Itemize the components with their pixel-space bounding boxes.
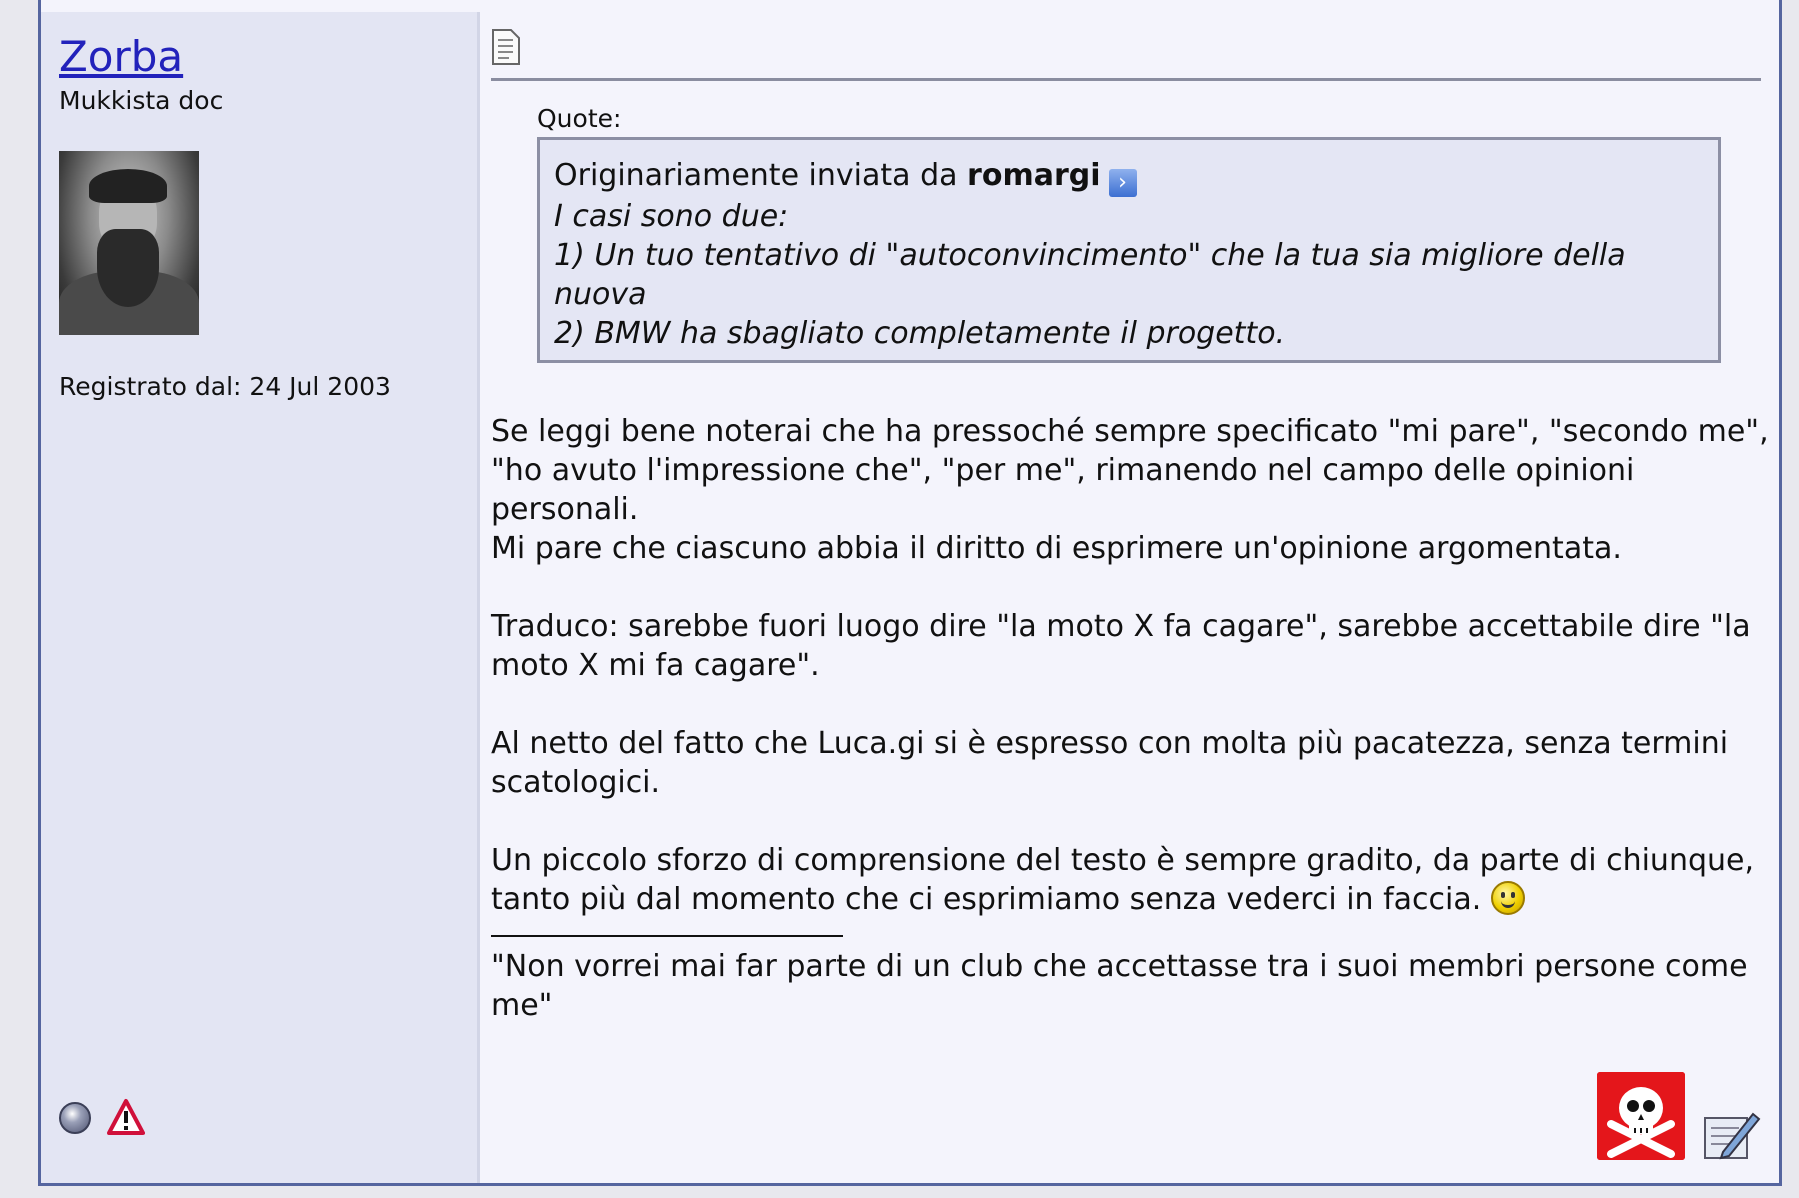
user-info-pane xyxy=(41,12,480,1183)
post-content xyxy=(491,12,1769,1183)
quote-intro: Originariamente inviata da xyxy=(554,158,958,193)
smiley-icon xyxy=(1491,881,1525,915)
skull-icon[interactable] xyxy=(1597,1072,1685,1160)
signature-text: "Non vorrei mai far parte di un club che accettasse tra i suoi membri persone come me" xyxy=(491,949,1748,1023)
forum-post xyxy=(38,0,1782,1186)
join-date: Registrato dal: 24 Jul 2003 xyxy=(59,372,391,401)
post-body xyxy=(491,412,1773,1064)
report-warning-icon[interactable] xyxy=(107,1098,145,1136)
quote-label: Quote: xyxy=(537,104,622,133)
quote-line: 2) BMW ha sbagliato completamente il progetto. xyxy=(554,316,1286,351)
edit-post-icon[interactable] xyxy=(1703,1108,1761,1160)
quote-author: romargi xyxy=(967,158,1101,193)
user-title: Mukkista doc xyxy=(59,86,224,115)
post-divider xyxy=(491,78,1761,81)
quote-header xyxy=(554,156,1704,197)
body-paragraph: Traduco: sarebbe fuori luogo dire "la moto X fa cagare", sarebbe accettabile dire "la moto X mi fa cagare". xyxy=(491,609,1751,683)
view-post-arrow-icon[interactable]: › xyxy=(1109,169,1137,197)
quote-line: I casi sono due: xyxy=(554,199,789,234)
document-icon xyxy=(491,28,521,66)
quote-box xyxy=(537,137,1721,363)
offline-status-icon xyxy=(59,1102,91,1134)
body-paragraph: Un piccolo sforzo di comprensione del testo è sempre gradito, da parte di chiunque, tanto più dal momento che ci esprimiamo senza vederci in faccia. xyxy=(491,843,1755,917)
signature-divider xyxy=(491,935,843,937)
avatar xyxy=(59,151,199,335)
quote-line: 1) Un tuo tentativo di "autoconvincimento" che la tua sia migliore della nuova xyxy=(554,238,1626,312)
body-paragraph: Se leggi bene noterai che ha pressoché sempre specificato "mi pare", "secondo me", "ho avuto l'impressione che", "per me", rimanendo nel campo delle opinioni personali. xyxy=(491,414,1769,527)
username-link[interactable]: Zorba xyxy=(59,32,184,81)
body-paragraph: Al netto del fatto che Luca.gi si è espresso con molta più pacatezza, senza termini scatologici. xyxy=(491,726,1729,800)
body-paragraph: Mi pare che ciascuno abbia il diritto di esprimere un'opinione argomentata. xyxy=(491,531,1622,566)
